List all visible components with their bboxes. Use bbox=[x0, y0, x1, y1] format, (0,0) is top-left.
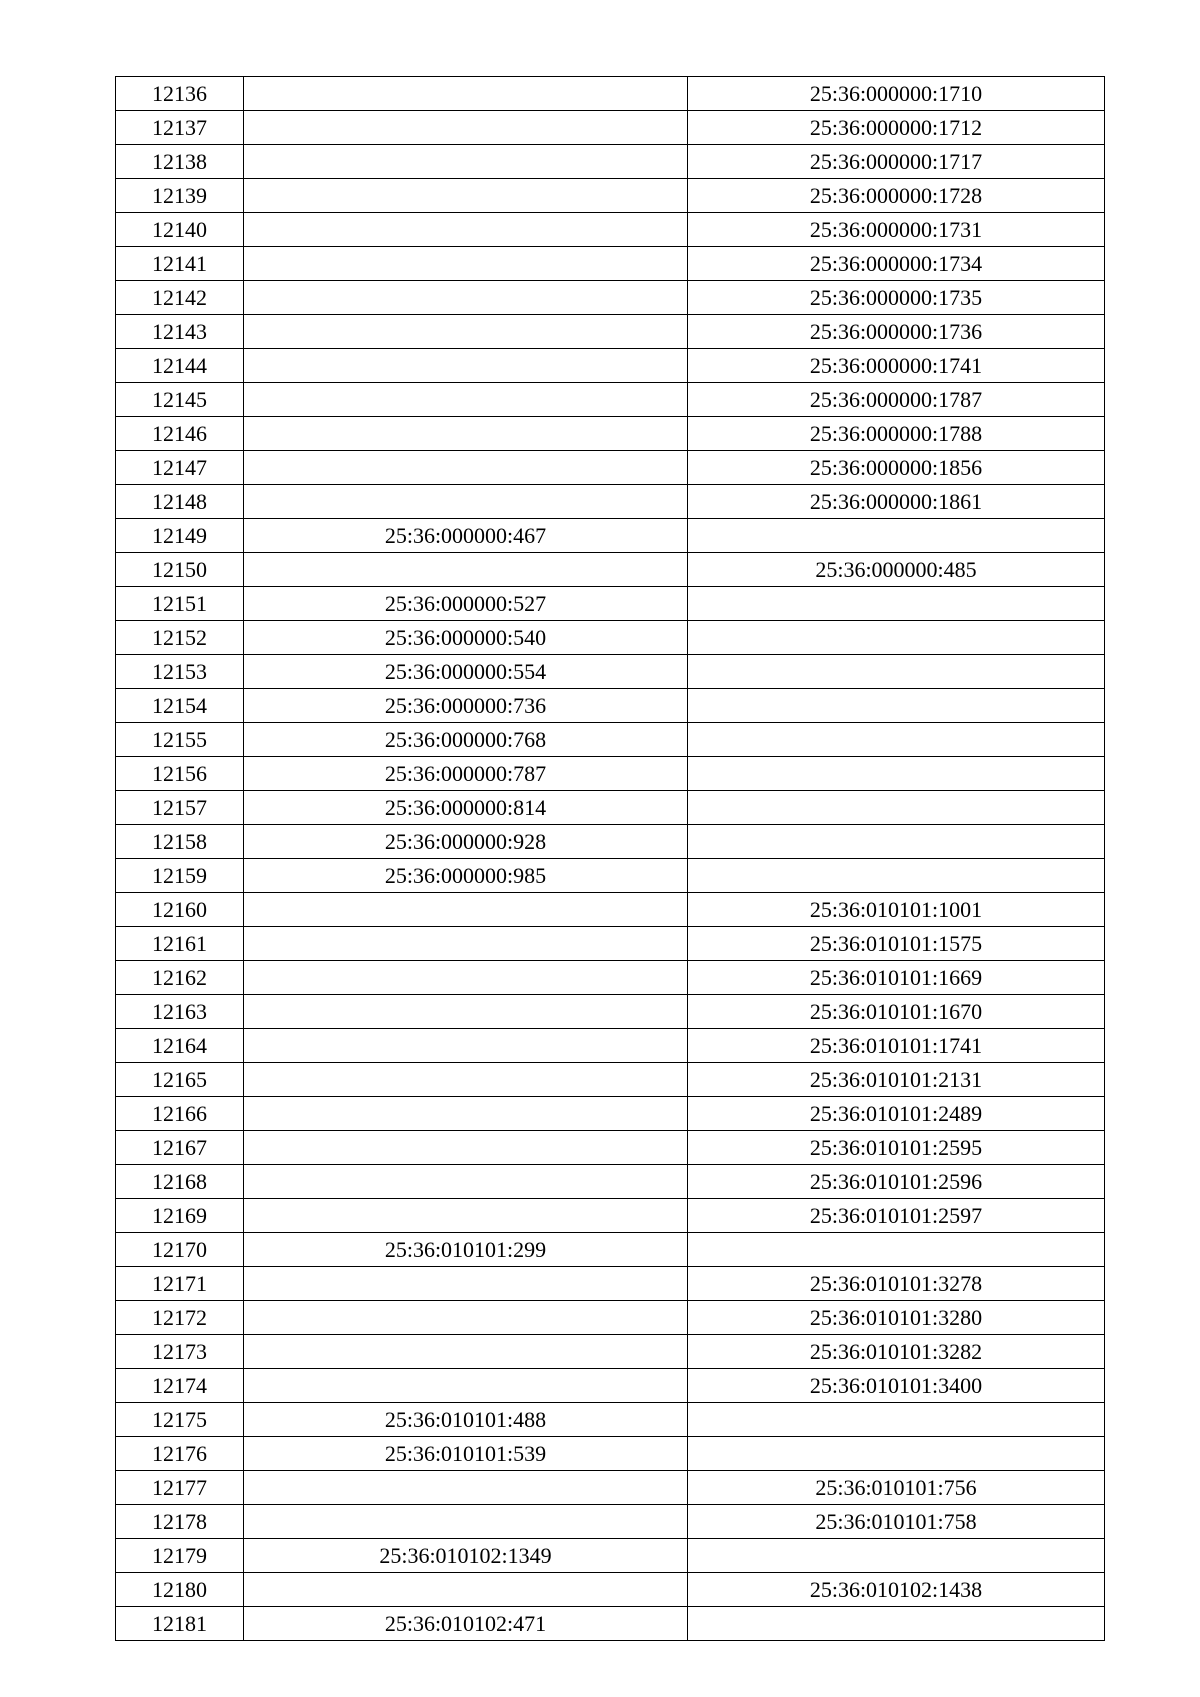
table-row bbox=[116, 587, 1105, 621]
cadastral-number-cell-b: 25:36:000000:1717 bbox=[688, 145, 1105, 179]
row-number-cell: 12172 bbox=[116, 1301, 244, 1335]
cadastral-number-cell-b: 25:36:000000:1734 bbox=[688, 247, 1105, 281]
row-number-cell: 12159 bbox=[116, 859, 244, 893]
cadastral-number-cell-b: 25:36:000000:1736 bbox=[688, 315, 1105, 349]
cadastral-number-cell-b bbox=[688, 1607, 1105, 1641]
table-row bbox=[116, 485, 1105, 519]
table-row bbox=[116, 111, 1105, 145]
cadastral-number-cell-b bbox=[688, 859, 1105, 893]
row-number-cell: 12155 bbox=[116, 723, 244, 757]
cadastral-number-cell-a bbox=[244, 1369, 688, 1403]
row-number-cell: 12177 bbox=[116, 1471, 244, 1505]
row-number-cell: 12165 bbox=[116, 1063, 244, 1097]
table-row bbox=[116, 1607, 1105, 1641]
row-number-cell: 12173 bbox=[116, 1335, 244, 1369]
table-row bbox=[116, 1539, 1105, 1573]
cadastral-number-cell-a bbox=[244, 1301, 688, 1335]
cadastral-number-cell-b bbox=[688, 1233, 1105, 1267]
cadastral-number-cell-b: 25:36:000000:1787 bbox=[688, 383, 1105, 417]
cadastral-register-table bbox=[115, 76, 1105, 1641]
table-row bbox=[116, 553, 1105, 587]
cadastral-number-cell-a bbox=[244, 961, 688, 995]
row-number-cell: 12166 bbox=[116, 1097, 244, 1131]
cadastral-number-cell-a: 25:36:010102:1349 bbox=[244, 1539, 688, 1573]
cadastral-number-cell-a: 25:36:000000:985 bbox=[244, 859, 688, 893]
table-row bbox=[116, 145, 1105, 179]
row-number-cell: 12171 bbox=[116, 1267, 244, 1301]
row-number-cell: 12167 bbox=[116, 1131, 244, 1165]
cadastral-number-cell-b: 25:36:010101:2596 bbox=[688, 1165, 1105, 1199]
cadastral-number-cell-a bbox=[244, 1199, 688, 1233]
cadastral-number-cell-b: 25:36:010102:1438 bbox=[688, 1573, 1105, 1607]
cadastral-number-cell-b: 25:36:000000:1728 bbox=[688, 179, 1105, 213]
cadastral-number-cell-a: 25:36:000000:467 bbox=[244, 519, 688, 553]
cadastral-number-cell-b bbox=[688, 587, 1105, 621]
row-number-cell: 12140 bbox=[116, 213, 244, 247]
cadastral-number-cell-b: 25:36:000000:1861 bbox=[688, 485, 1105, 519]
cadastral-number-cell-a: 25:36:000000:554 bbox=[244, 655, 688, 689]
row-number-cell: 12181 bbox=[116, 1607, 244, 1641]
row-number-cell: 12157 bbox=[116, 791, 244, 825]
cadastral-number-cell-b: 25:36:010101:758 bbox=[688, 1505, 1105, 1539]
table-body bbox=[116, 77, 1105, 1641]
cadastral-number-cell-b: 25:36:000000:1735 bbox=[688, 281, 1105, 315]
cadastral-number-cell-a bbox=[244, 179, 688, 213]
table-row bbox=[116, 723, 1105, 757]
table-row bbox=[116, 1369, 1105, 1403]
table-row bbox=[116, 383, 1105, 417]
row-number-cell: 12144 bbox=[116, 349, 244, 383]
cadastral-number-cell-b: 25:36:010101:1670 bbox=[688, 995, 1105, 1029]
cadastral-number-cell-a bbox=[244, 77, 688, 111]
cadastral-number-cell-a bbox=[244, 281, 688, 315]
table-row bbox=[116, 1403, 1105, 1437]
table-row bbox=[116, 315, 1105, 349]
table-row bbox=[116, 1335, 1105, 1369]
cadastral-number-cell-a: 25:36:000000:928 bbox=[244, 825, 688, 859]
table-row bbox=[116, 349, 1105, 383]
row-number-cell: 12175 bbox=[116, 1403, 244, 1437]
cadastral-number-cell-a bbox=[244, 485, 688, 519]
cadastral-number-cell-b: 25:36:000000:1741 bbox=[688, 349, 1105, 383]
cadastral-number-cell-b: 25:36:010101:3400 bbox=[688, 1369, 1105, 1403]
cadastral-number-cell-a: 25:36:010101:539 bbox=[244, 1437, 688, 1471]
table-row bbox=[116, 1063, 1105, 1097]
cadastral-number-cell-a bbox=[244, 893, 688, 927]
cadastral-number-cell-b: 25:36:010101:3280 bbox=[688, 1301, 1105, 1335]
cadastral-number-cell-b: 25:36:000000:1710 bbox=[688, 77, 1105, 111]
row-number-cell: 12152 bbox=[116, 621, 244, 655]
table-row bbox=[116, 1131, 1105, 1165]
row-number-cell: 12169 bbox=[116, 1199, 244, 1233]
row-number-cell: 12164 bbox=[116, 1029, 244, 1063]
row-number-cell: 12139 bbox=[116, 179, 244, 213]
row-number-cell: 12162 bbox=[116, 961, 244, 995]
row-number-cell: 12145 bbox=[116, 383, 244, 417]
cadastral-number-cell-b bbox=[688, 689, 1105, 723]
row-number-cell: 12147 bbox=[116, 451, 244, 485]
table-row bbox=[116, 1097, 1105, 1131]
cadastral-number-cell-b: 25:36:000000:1731 bbox=[688, 213, 1105, 247]
cadastral-number-cell-a: 25:36:000000:768 bbox=[244, 723, 688, 757]
table-row bbox=[116, 1029, 1105, 1063]
row-number-cell: 12151 bbox=[116, 587, 244, 621]
table-row bbox=[116, 621, 1105, 655]
cadastral-number-cell-b bbox=[688, 757, 1105, 791]
row-number-cell: 12154 bbox=[116, 689, 244, 723]
table-row bbox=[116, 179, 1105, 213]
row-number-cell: 12148 bbox=[116, 485, 244, 519]
table-row bbox=[116, 927, 1105, 961]
row-number-cell: 12161 bbox=[116, 927, 244, 961]
table-row bbox=[116, 451, 1105, 485]
table-row bbox=[116, 995, 1105, 1029]
cadastral-number-cell-a: 25:36:010102:471 bbox=[244, 1607, 688, 1641]
cadastral-number-cell-a bbox=[244, 1165, 688, 1199]
row-number-cell: 12153 bbox=[116, 655, 244, 689]
table-row bbox=[116, 213, 1105, 247]
cadastral-number-cell-b: 25:36:010101:2489 bbox=[688, 1097, 1105, 1131]
cadastral-number-cell-b: 25:36:010101:3282 bbox=[688, 1335, 1105, 1369]
cadastral-number-cell-a bbox=[244, 1335, 688, 1369]
cadastral-number-cell-a bbox=[244, 451, 688, 485]
row-number-cell: 12179 bbox=[116, 1539, 244, 1573]
cadastral-number-cell-b bbox=[688, 519, 1105, 553]
cadastral-number-cell-a bbox=[244, 927, 688, 961]
row-number-cell: 12176 bbox=[116, 1437, 244, 1471]
cadastral-number-cell-a bbox=[244, 145, 688, 179]
cadastral-number-cell-a: 25:36:010101:488 bbox=[244, 1403, 688, 1437]
row-number-cell: 12156 bbox=[116, 757, 244, 791]
cadastral-number-cell-a bbox=[244, 1267, 688, 1301]
row-number-cell: 12138 bbox=[116, 145, 244, 179]
row-number-cell: 12180 bbox=[116, 1573, 244, 1607]
cadastral-number-cell-a bbox=[244, 1573, 688, 1607]
table-row bbox=[116, 1573, 1105, 1607]
cadastral-number-cell-b: 25:36:010101:1669 bbox=[688, 961, 1105, 995]
cadastral-number-cell-b bbox=[688, 1539, 1105, 1573]
table-row bbox=[116, 1505, 1105, 1539]
cadastral-number-cell-b: 25:36:010101:1575 bbox=[688, 927, 1105, 961]
table-row bbox=[116, 689, 1105, 723]
cadastral-number-cell-a bbox=[244, 1131, 688, 1165]
cadastral-number-cell-b: 25:36:000000:1856 bbox=[688, 451, 1105, 485]
cadastral-number-cell-a bbox=[244, 1471, 688, 1505]
row-number-cell: 12158 bbox=[116, 825, 244, 859]
cadastral-number-cell-a bbox=[244, 111, 688, 145]
cadastral-number-cell-a: 25:36:000000:540 bbox=[244, 621, 688, 655]
table-row bbox=[116, 757, 1105, 791]
cadastral-number-cell-b: 25:36:000000:1788 bbox=[688, 417, 1105, 451]
table-row bbox=[116, 859, 1105, 893]
cadastral-number-cell-b bbox=[688, 791, 1105, 825]
cadastral-number-cell-b bbox=[688, 723, 1105, 757]
cadastral-number-cell-a bbox=[244, 1029, 688, 1063]
cadastral-number-cell-a bbox=[244, 995, 688, 1029]
table-row bbox=[116, 1233, 1105, 1267]
row-number-cell: 12170 bbox=[116, 1233, 244, 1267]
row-number-cell: 12149 bbox=[116, 519, 244, 553]
table-row bbox=[116, 519, 1105, 553]
row-number-cell: 12150 bbox=[116, 553, 244, 587]
row-number-cell: 12168 bbox=[116, 1165, 244, 1199]
row-number-cell: 12160 bbox=[116, 893, 244, 927]
table-row bbox=[116, 655, 1105, 689]
cadastral-number-cell-b: 25:36:000000:485 bbox=[688, 553, 1105, 587]
cadastral-number-cell-a bbox=[244, 1063, 688, 1097]
cadastral-number-cell-a: 25:36:000000:527 bbox=[244, 587, 688, 621]
row-number-cell: 12178 bbox=[116, 1505, 244, 1539]
cadastral-number-cell-b bbox=[688, 621, 1105, 655]
cadastral-number-cell-b bbox=[688, 1437, 1105, 1471]
row-number-cell: 12143 bbox=[116, 315, 244, 349]
row-number-cell: 12141 bbox=[116, 247, 244, 281]
row-number-cell: 12136 bbox=[116, 77, 244, 111]
cadastral-number-cell-a: 25:36:000000:814 bbox=[244, 791, 688, 825]
table-row bbox=[116, 1267, 1105, 1301]
cadastral-number-cell-a bbox=[244, 417, 688, 451]
table-row bbox=[116, 1165, 1105, 1199]
table-row bbox=[116, 247, 1105, 281]
cadastral-number-cell-a bbox=[244, 1505, 688, 1539]
row-number-cell: 12142 bbox=[116, 281, 244, 315]
cadastral-number-cell-b: 25:36:010101:2597 bbox=[688, 1199, 1105, 1233]
cadastral-number-cell-a bbox=[244, 213, 688, 247]
cadastral-number-cell-b: 25:36:010101:2131 bbox=[688, 1063, 1105, 1097]
table-row bbox=[116, 77, 1105, 111]
cadastral-number-cell-b: 25:36:010101:756 bbox=[688, 1471, 1105, 1505]
table-row bbox=[116, 893, 1105, 927]
table-row bbox=[116, 1199, 1105, 1233]
row-number-cell: 12146 bbox=[116, 417, 244, 451]
table-row bbox=[116, 281, 1105, 315]
cadastral-number-cell-a bbox=[244, 349, 688, 383]
table-row bbox=[116, 1437, 1105, 1471]
table-row bbox=[116, 1471, 1105, 1505]
cadastral-number-cell-a: 25:36:010101:299 bbox=[244, 1233, 688, 1267]
table-row bbox=[116, 961, 1105, 995]
cadastral-number-cell-b bbox=[688, 1403, 1105, 1437]
cadastral-number-cell-a: 25:36:000000:736 bbox=[244, 689, 688, 723]
table-row bbox=[116, 825, 1105, 859]
table-row bbox=[116, 417, 1105, 451]
row-number-cell: 12163 bbox=[116, 995, 244, 1029]
cadastral-number-cell-a bbox=[244, 383, 688, 417]
cadastral-number-cell-a: 25:36:000000:787 bbox=[244, 757, 688, 791]
cadastral-number-cell-b: 25:36:000000:1712 bbox=[688, 111, 1105, 145]
cadastral-number-cell-a bbox=[244, 1097, 688, 1131]
cadastral-number-cell-b bbox=[688, 655, 1105, 689]
row-number-cell: 12174 bbox=[116, 1369, 244, 1403]
cadastral-number-cell-a bbox=[244, 315, 688, 349]
cadastral-number-cell-b: 25:36:010101:3278 bbox=[688, 1267, 1105, 1301]
cadastral-number-cell-a bbox=[244, 247, 688, 281]
row-number-cell: 12137 bbox=[116, 111, 244, 145]
cadastral-number-cell-b: 25:36:010101:2595 bbox=[688, 1131, 1105, 1165]
cadastral-number-cell-b bbox=[688, 825, 1105, 859]
cadastral-number-cell-b: 25:36:010101:1001 bbox=[688, 893, 1105, 927]
table-row bbox=[116, 1301, 1105, 1335]
table-row bbox=[116, 791, 1105, 825]
cadastral-number-cell-b: 25:36:010101:1741 bbox=[688, 1029, 1105, 1063]
cadastral-number-cell-a bbox=[244, 553, 688, 587]
